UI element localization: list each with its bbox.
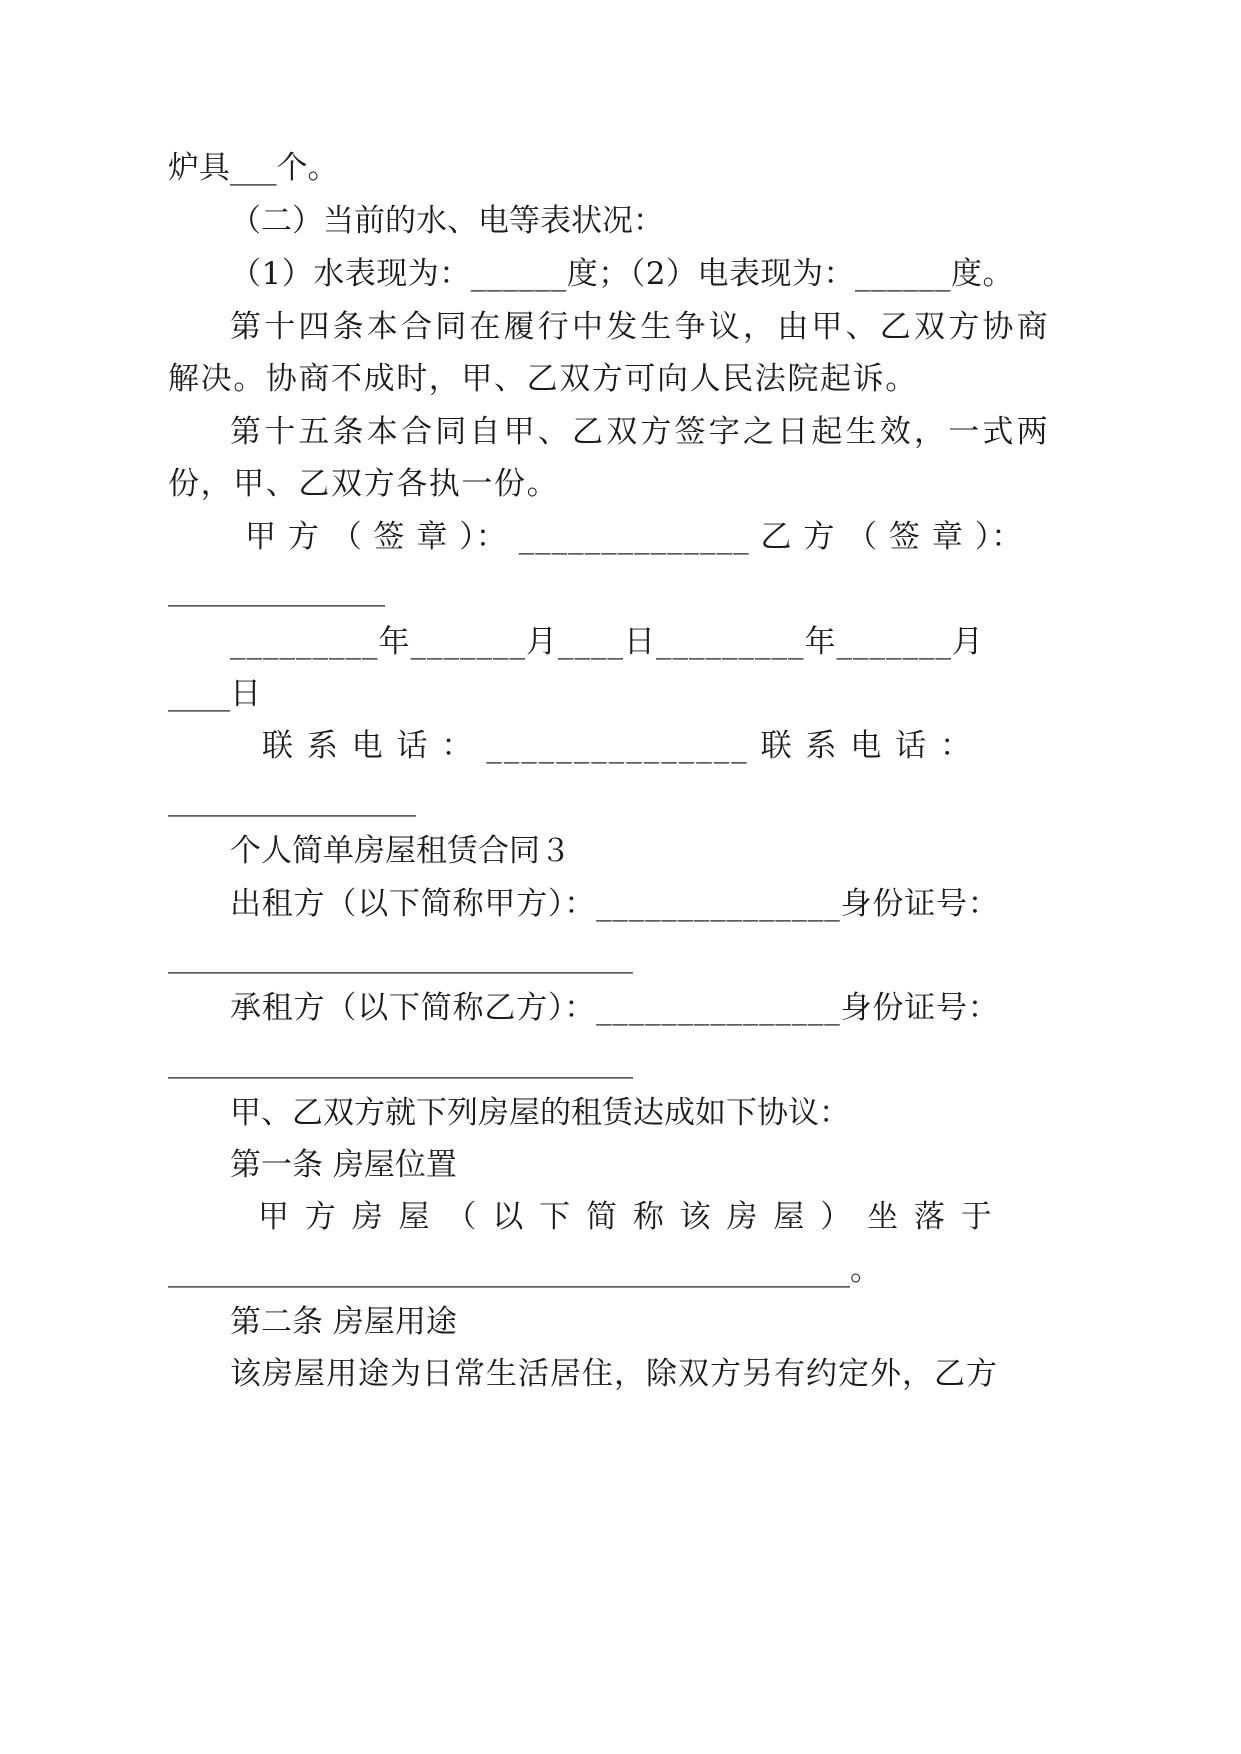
text-line: 第十五条本合同自甲、乙双方签字之日起生效，一式两 [230, 414, 1051, 450]
section-heading: 个人简单房屋租赁合同３ [230, 833, 571, 869]
text-line: 甲、乙双方就下列房屋的租赁达成如下协议： [230, 1095, 850, 1131]
text-line: 解决。协商不成时，甲、乙双方可向人民法院起诉。 [168, 361, 918, 397]
text-line: 份，甲、乙双方各执一份。 [168, 466, 560, 502]
blank-line: ________________ [168, 781, 416, 817]
text-line: 甲 方 房 屋 （ 以 下 简 称 该 房 屋 ） 坐 落 于 [258, 1199, 995, 1235]
blank-line: ____________________________________________。 [168, 1252, 881, 1288]
text-line: 第十四条本合同在履行中发生争议，由甲、乙双方协商 [230, 309, 1051, 345]
text-line: 出租方（以下简称甲方）：_______________身份证号： [230, 886, 1000, 922]
date-line: ____日 [168, 676, 261, 712]
date-line: _________年_______月____日_________年_______月 [230, 624, 984, 660]
text-line: （1）水表现为：______度；（2）电表现为：______度。 [230, 256, 1014, 292]
text-line: 该房屋用途为日常生活居住，除双方另有约定外，乙方 [230, 1356, 998, 1392]
article-heading: 第二条 房屋用途 [230, 1304, 457, 1340]
text-line: 炉具___个。 [168, 150, 339, 186]
article-heading: 第一条 房屋位置 [230, 1147, 457, 1183]
text-line: （二）当前的水、电等表状况： [230, 203, 664, 239]
blank-line: ______________________________ [168, 938, 633, 974]
blank-line: ______________________________ [168, 1043, 633, 1079]
blank-line: ______________ [168, 571, 385, 607]
text-line: 承租方（以下简称乙方）：_______________身份证号： [230, 990, 1000, 1026]
phone-line: 联 系 电 话 ： _______________ 联 系 电 话 ： [262, 728, 974, 764]
signature-line: 甲 方 （ 签 章 ）： ______________ 乙 方 （ 签 章 ）： [245, 519, 1024, 555]
